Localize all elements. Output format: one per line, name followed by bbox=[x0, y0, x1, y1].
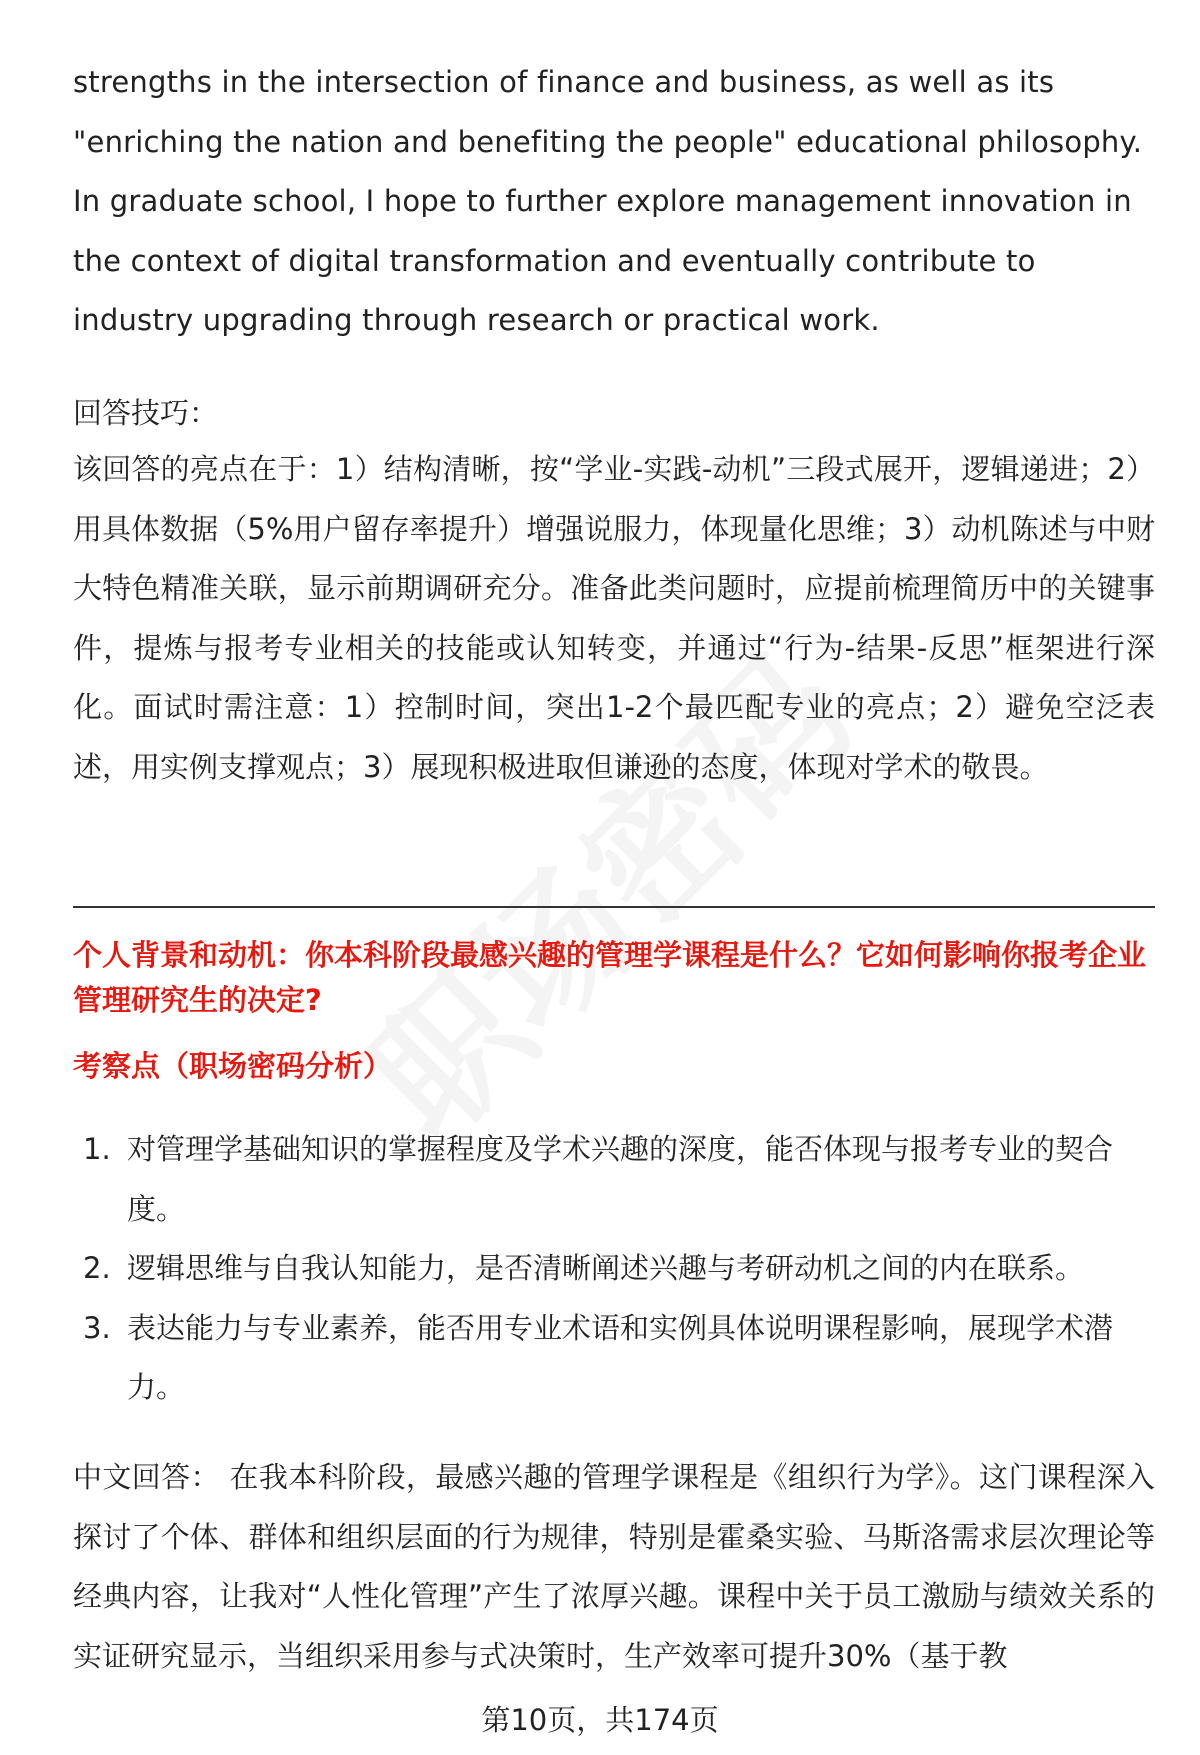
list-item-number: 2. bbox=[83, 1251, 111, 1285]
question-heading: 个人背景和动机：你本科阶段最感兴趣的管理学课程是什么？它如何影响你报考企业管理研究生的决定? bbox=[73, 938, 1147, 1017]
tips-body: 该回答的亮点在于：1）结构清晰，按“学业-实践-动机”三段式展开，逻辑递进；2）用具体数据（5%用户留存率提升）增强说服力，体现量化思维；3）动机陈述与中财大特色精准关联，显示前期调研充分。准备此类问题时，应提前梳理简历中的关键事件，提炼与报考专业相关的技能或认知转变，并通过“行为-结果-反思”框架进行深化。面试时需注意：1）控制时间，突出1-2个最匹配专业的亮点；2）避免空泛表述，用实例支撑观点；3）展现积极进取但谦逊的态度，体现对学术的敬畏。 bbox=[73, 452, 1155, 784]
list-item-text: 表达能力与专业素养，能否用专业术语和实例具体说明课程影响，展现学术潜力。 bbox=[127, 1310, 1114, 1404]
list-item-number: 3. bbox=[83, 1310, 111, 1345]
page-footer: 第10页，共174页 bbox=[481, 1703, 719, 1737]
tips-label: 回答技巧： bbox=[73, 396, 219, 430]
list-item bbox=[73, 1299, 1155, 1418]
section-divider bbox=[73, 906, 1155, 908]
list-item-text: 逻辑思维与自我认知能力，是否清晰阐述兴趣与考研动机之间的内在联系。 bbox=[127, 1251, 1085, 1285]
list-item bbox=[73, 1239, 1155, 1299]
list-item bbox=[73, 1120, 1155, 1239]
list-item-text: 对管理学基础知识的掌握程度及学术兴趣的深度，能否体现与报考专业的契合度。 bbox=[127, 1132, 1114, 1226]
assessment-list bbox=[73, 1120, 1155, 1418]
list-item-number: 1. bbox=[83, 1132, 111, 1166]
answer-paragraph: 中文回答： 在我本科阶段，最感兴趣的管理学课程是《组织行为学》。这门课程深入探讨了个体、群体和组织层面的行为规律，特别是霍桑实验、马斯洛需求层次理论等经典内容，让我对“人性化管理”产生了浓厚兴趣。课程中关于员工激励与绩效关系的实证研究显示，当组织采用参与式决策时，生产效率可提升30%（基于教 bbox=[73, 1460, 1155, 1673]
assessment-heading: 考察点（职场密码分析） bbox=[73, 1049, 393, 1083]
intro-paragraph: strengths in the intersection of finance and business, as well as its "enriching the nation and benefiting the people" educational philosophy. In graduate school, I hope to further explore management innovation in the context of digital transformation and eventually contribute to industry upgrading through research or practical work. bbox=[73, 65, 1143, 337]
